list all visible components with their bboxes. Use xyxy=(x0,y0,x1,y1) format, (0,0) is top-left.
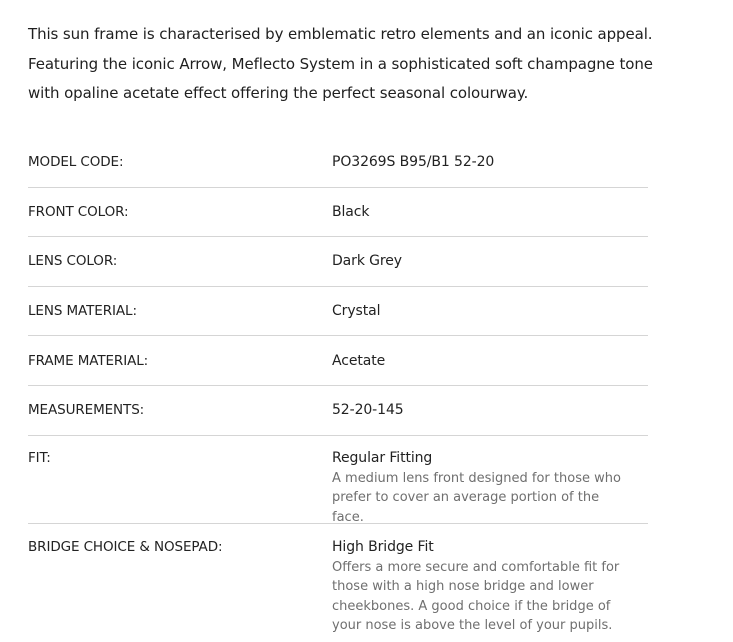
spec-row-front-color xyxy=(28,188,648,238)
spec-label: FRAME MATERIAL: xyxy=(28,352,149,369)
spec-value: Acetate xyxy=(332,352,386,369)
description-line: This sun frame is characterised by emblematic retro elements and an iconic appeal. xyxy=(28,25,653,43)
product-description xyxy=(28,20,688,109)
spec-value: High Bridge Fit xyxy=(332,538,434,555)
description-line: with opaline acetate effect offering the perfect seasonal colourway. xyxy=(28,84,529,102)
spec-value: PO3269S B95/B1 52-20 xyxy=(332,154,495,171)
spec-label: FIT: xyxy=(28,449,51,466)
spec-row-frame-material xyxy=(28,336,648,386)
spec-value: Regular Fitting xyxy=(332,449,433,466)
spec-description: A medium lens front designed for those who prefer to cover an average portion of the face. xyxy=(332,470,621,525)
description-line: Featuring the iconic Arrow, Meflecto System in a sophisticated soft champagne tone xyxy=(28,54,653,73)
spec-row-bridge-choice xyxy=(28,524,648,636)
spec-label: BRIDGE CHOICE & NOSEPAD: xyxy=(28,538,223,555)
spec-row-lens-material xyxy=(28,287,648,337)
spec-description: Offers a more secure and comfortable fit for those with a high nose bridge and lower cheekbones. A good choice if the bridge of your nose is above the level of your pupils. xyxy=(332,559,620,634)
product-specs-table xyxy=(28,138,648,636)
spec-label: LENS COLOR: xyxy=(28,253,118,270)
spec-row-fit xyxy=(28,436,648,524)
spec-label: MEASUREMENTS: xyxy=(28,402,145,419)
spec-label: MODEL CODE: xyxy=(28,154,124,171)
spec-value: Dark Grey xyxy=(332,253,402,270)
spec-label: FRONT COLOR: xyxy=(28,203,129,220)
spec-row-lens-color xyxy=(28,237,648,287)
spec-row-measurements xyxy=(28,386,648,436)
spec-value: 52-20-145 xyxy=(332,402,404,419)
spec-label: LENS MATERIAL: xyxy=(28,303,137,320)
spec-row-model-code xyxy=(28,138,648,188)
spec-value: Crystal xyxy=(332,303,381,320)
spec-value: Black xyxy=(332,203,370,220)
